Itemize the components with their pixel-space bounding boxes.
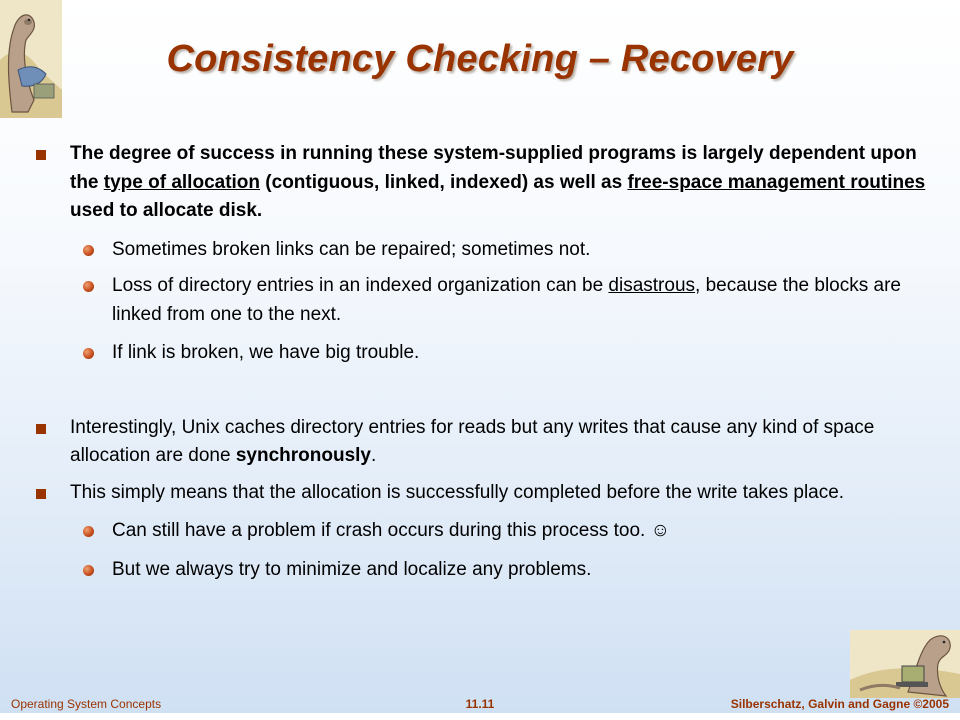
footer-course-title: Operating System Concepts <box>11 697 162 711</box>
footer-bar <box>0 713 960 720</box>
bullet-allocation-success <box>36 140 936 226</box>
square-bullet-icon <box>36 489 46 499</box>
bullet-text: This simply means that the allocation is successfully completed before the write takes place. <box>70 481 845 503</box>
bullet-text: used to allocate disk. <box>70 200 263 221</box>
slide-title: Consistency Checking – Recovery <box>166 38 794 80</box>
round-bullet-icon <box>83 245 94 256</box>
underlined-term: disastrous <box>608 275 696 296</box>
round-bullet-icon <box>83 348 94 359</box>
subbullet-text: Loss of directory entries in an indexed organization can be <box>112 275 609 296</box>
subbullet-text: Can still have a problem if crash occurs during this process too. ☺ <box>112 520 670 541</box>
bullet-unix-caches <box>36 414 936 471</box>
round-bullet-icon <box>83 526 94 537</box>
underlined-term: type of allocation <box>103 171 261 193</box>
subbullet-text: If link is broken, we have big trouble. <box>112 342 420 363</box>
subbullet-text: But we always try to minimize and localize any problems. <box>112 558 592 580</box>
bullet-text: Interestingly, Unix caches directory entries for reads but any writes that cause any kind of space allocation are done <box>70 416 875 466</box>
round-bullet-icon <box>83 565 94 576</box>
square-bullet-icon <box>36 150 46 160</box>
subbullet-crash-problem <box>36 517 936 546</box>
subbullet-text: , because the blocks are linked from one to the next. <box>112 275 901 325</box>
round-bullet-icon <box>83 281 94 292</box>
bullet-text: (contiguous, linked, indexed) as well as <box>260 171 628 193</box>
footer-slide-number: 11.11 <box>465 697 495 711</box>
subbullet-link-broken <box>36 339 936 368</box>
dinosaur-laptop-icon <box>850 630 960 698</box>
slide-content <box>36 140 936 584</box>
square-bullet-icon <box>36 424 46 434</box>
bold-term: synchronously <box>235 445 371 466</box>
bullet-allocation-completed <box>36 479 936 508</box>
bullet-text: The degree of success in running these system-supplied programs is largely dependent upon the <box>70 143 917 193</box>
subbullet-directory-loss <box>36 272 936 329</box>
footer-copyright: Silberschatz, Galvin and Gagne ©2005 <box>730 697 949 711</box>
underlined-term: free-space management routines <box>627 171 926 193</box>
subbullet-broken-links <box>36 236 936 265</box>
subbullet-minimize-problems <box>36 556 936 585</box>
bullet-text: . <box>371 445 377 466</box>
subbullet-text: Sometimes broken links can be repaired; sometimes not. <box>112 238 591 260</box>
